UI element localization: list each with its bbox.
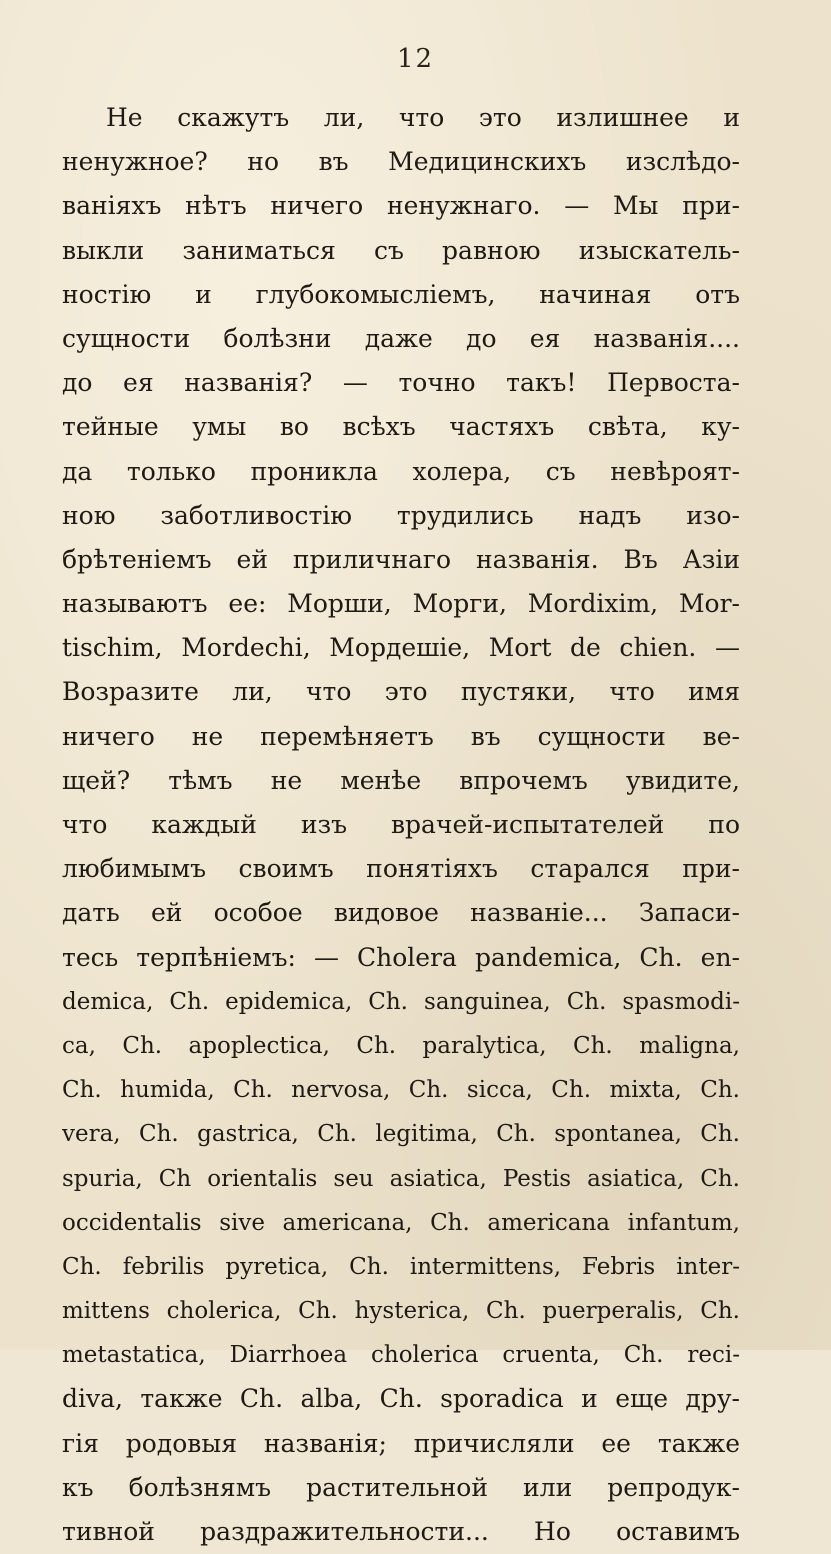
text-line: тейные умы во всѣхъ частяхъ свѣта, ку-: [62, 412, 740, 442]
text-line: mittens cholerica, Ch. hysterica, Ch. puerperalis, Ch.: [62, 1298, 740, 1325]
text-line: metastatica, Diarrhoea cholerica cruenta, Ch. reci-: [62, 1342, 740, 1369]
text-line: сущности болѣзни даже до ея названія....: [62, 323, 740, 353]
text-line: ненужное? но въ Медицинскихъ изслѣдо-: [62, 147, 740, 177]
text-line: ваніяхъ нѣтъ ничего ненужнаго. — Мы при-: [62, 191, 740, 221]
text-line: выкли заниматься съ равною изыскатель-: [62, 235, 740, 265]
text-line: ca, Ch. apoplectica, Ch. paralytica, Ch. maligna,: [62, 1032, 740, 1059]
text-line: ничего не перемѣняетъ въ сущности ве-: [62, 721, 740, 751]
text-line: spuria, Ch orientalis seu asiatica, Pestis asiatica, Ch.: [62, 1165, 740, 1192]
text-line: дать ей особое видовое названіе... Запаси-: [62, 898, 740, 928]
text-line: ною заботливостію трудились надъ изо-: [62, 500, 740, 530]
text-line: къ болѣзнямъ растительной или репродук-: [62, 1472, 740, 1502]
text-line: ностію и глубокомысліемъ, начиная отъ: [62, 279, 740, 309]
body-text: [62, 96, 740, 1554]
text-line: Возразите ли, что это пустяки, что имя: [62, 677, 740, 707]
text-line: diva, также Ch. alba, Ch. sporadica и еще дру-: [62, 1384, 740, 1414]
text-line: называютъ ее: Морши, Морги, Mordixim, Mor-: [62, 589, 740, 619]
page-number: 12: [396, 44, 435, 74]
text-line: vera, Ch. gastrica, Ch. legitima, Ch. spontanea, Ch.: [62, 1121, 740, 1148]
text-line: demica, Ch. epidemica, Ch. sanguinea, Ch. spasmodi-: [62, 988, 740, 1015]
text-line: тесь терпѣніемъ: — Cholera pandemica, Ch. en-: [62, 942, 740, 972]
text-line: да только проникла холера, съ невѣроят-: [62, 456, 740, 486]
text-line: любимымъ своимъ понятіяхъ старался при-: [62, 854, 740, 884]
text-line: Ch. humida, Ch. nervosa, Ch. sicca, Ch. mixta, Ch.: [62, 1077, 740, 1104]
text-line: щей? тѣмъ не менѣе впрочемъ увидите,: [62, 765, 740, 795]
text-line: до ея названія? — точно такъ! Первоста-: [62, 368, 740, 398]
text-line: что каждый изъ врачей-испытателей по: [62, 810, 740, 839]
text-line: Не скажутъ ли, что это излишнее и: [106, 103, 740, 132]
text-line: occidentalis sive americana, Ch. americana infantum,: [62, 1209, 740, 1236]
text-line: тивной раздражительности... Но оставимъ: [62, 1517, 740, 1546]
text-line: брѣтеніемъ ей приличнаго названія. Въ Азіи: [62, 544, 740, 574]
text-line: tischim, Mordechi, Мордешіе, Mort de chien. —: [62, 633, 740, 663]
text-line: Ch. febrilis pyretica, Ch. intermittens, Febris inter-: [62, 1253, 740, 1280]
text-line: гія родовыя названія; причисляли ее также: [62, 1428, 740, 1458]
